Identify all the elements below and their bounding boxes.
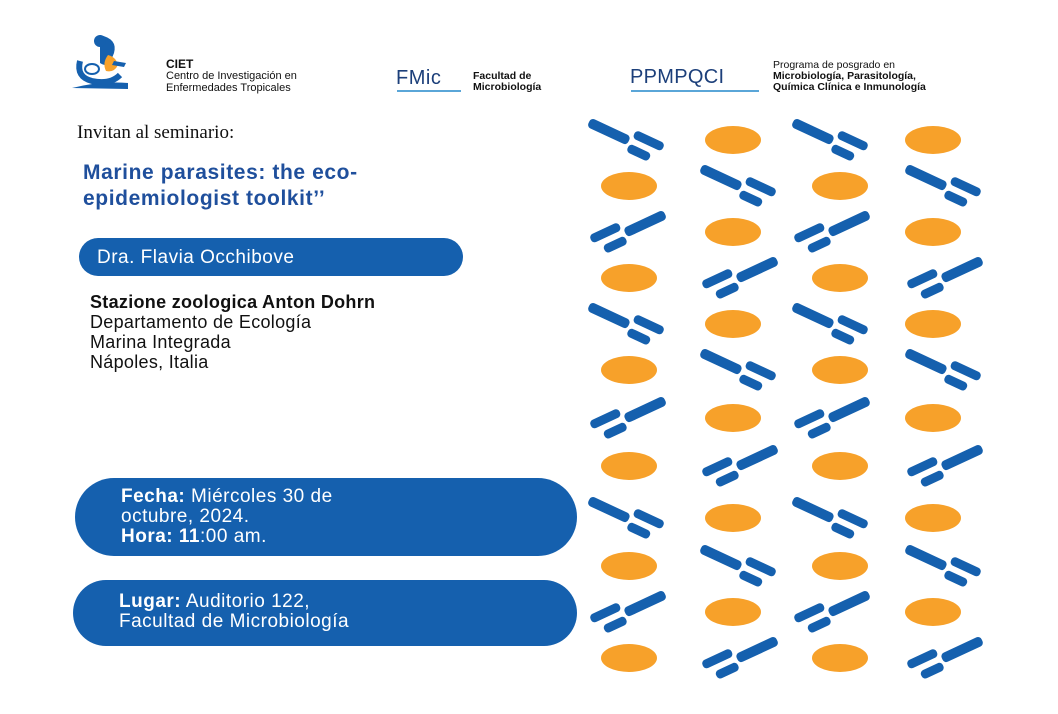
ppmpqci-underline (631, 90, 759, 92)
time-rest: :00 am. (200, 526, 267, 547)
fmic-name: Facultad de Microbiología (473, 70, 542, 93)
orange-dot (812, 552, 868, 580)
date-value-2: octubre, 2024. (121, 506, 250, 527)
blue-bar-mark (696, 340, 777, 395)
ciet-subtitle: Centro de Investigación en Enfermedades Tropicales (166, 70, 297, 94)
fmic-logo: FMic (396, 67, 442, 89)
blue-bar-mark (788, 294, 869, 349)
orange-dot (905, 126, 961, 154)
blue-bar-mark (696, 156, 777, 211)
blue-bar-mark (901, 156, 982, 211)
orange-dot (601, 452, 657, 480)
department-line2: Marina Integrada (90, 332, 231, 352)
orange-dot (905, 504, 961, 532)
ppmpqci-name: Programa de posgrado en Microbiología, Parasitología, Química Clínica e Inmunología (773, 59, 926, 93)
blue-bar-mark (793, 388, 874, 443)
orange-dot (601, 356, 657, 384)
ppmpqci-logo: PPMPQCI (630, 66, 725, 88)
place-value-2: Facultad de Microbiología (119, 611, 350, 632)
blue-bar-mark (701, 248, 782, 303)
blue-bar-mark (589, 388, 670, 443)
orange-dot (812, 264, 868, 292)
orange-dot (905, 404, 961, 432)
blue-bar-mark (906, 248, 987, 303)
orange-dot (905, 598, 961, 626)
blue-bar-mark (589, 582, 670, 637)
date-time-box (75, 478, 577, 556)
blue-bar-mark (584, 294, 665, 349)
orange-dot (905, 218, 961, 246)
date-value-1: Miércoles 30 de (185, 486, 333, 507)
orange-dot (601, 552, 657, 580)
place-box (73, 580, 577, 646)
orange-dot (812, 452, 868, 480)
blue-bar-mark (901, 536, 982, 591)
orange-dot (705, 404, 761, 432)
blue-bar-mark (584, 110, 665, 165)
blue-bar-mark (793, 582, 874, 637)
seminar-title: Marine parasites: the eco- epidemiologist toolkit’’ (83, 161, 358, 210)
department-line1: Departamento de Ecología (90, 312, 312, 332)
speaker-badge (79, 238, 463, 276)
orange-dot (905, 310, 961, 338)
ciet-title: CIET (166, 57, 194, 71)
orange-dot (705, 126, 761, 154)
blue-bar-mark (906, 628, 987, 683)
orange-dot (812, 644, 868, 672)
blue-bar-mark (788, 110, 869, 165)
orange-dot (812, 172, 868, 200)
orange-dot (705, 310, 761, 338)
orange-dot (601, 264, 657, 292)
speaker-name: Dra. Flavia Occhibove (97, 247, 295, 268)
place-label: Lugar: (119, 591, 182, 612)
time-label: Hora: (121, 526, 174, 547)
orange-dot (601, 172, 657, 200)
orange-dot (705, 504, 761, 532)
affiliation (90, 292, 510, 372)
microscope-icon (70, 33, 162, 91)
blue-bar-mark (701, 436, 782, 491)
fmic-underline (397, 90, 461, 92)
blue-bar-mark (696, 536, 777, 591)
invite-text: Invitan al seminario: (77, 122, 235, 143)
place-value-1: Auditorio 122, (181, 591, 311, 612)
city: Nápoles, Italia (90, 352, 209, 372)
orange-dot (601, 644, 657, 672)
time-hour: 11 (173, 526, 200, 547)
blue-bar-mark (788, 488, 869, 543)
blue-bar-mark (901, 340, 982, 395)
blue-bar-mark (584, 488, 665, 543)
blue-bar-mark (793, 202, 874, 257)
orange-dot (812, 356, 868, 384)
institution: Stazione zoologica Anton Dohrn (90, 292, 376, 312)
blue-bar-mark (701, 628, 782, 683)
orange-dot (705, 598, 761, 626)
blue-bar-mark (906, 436, 987, 491)
date-label: Fecha: (121, 486, 186, 507)
orange-dot (705, 218, 761, 246)
